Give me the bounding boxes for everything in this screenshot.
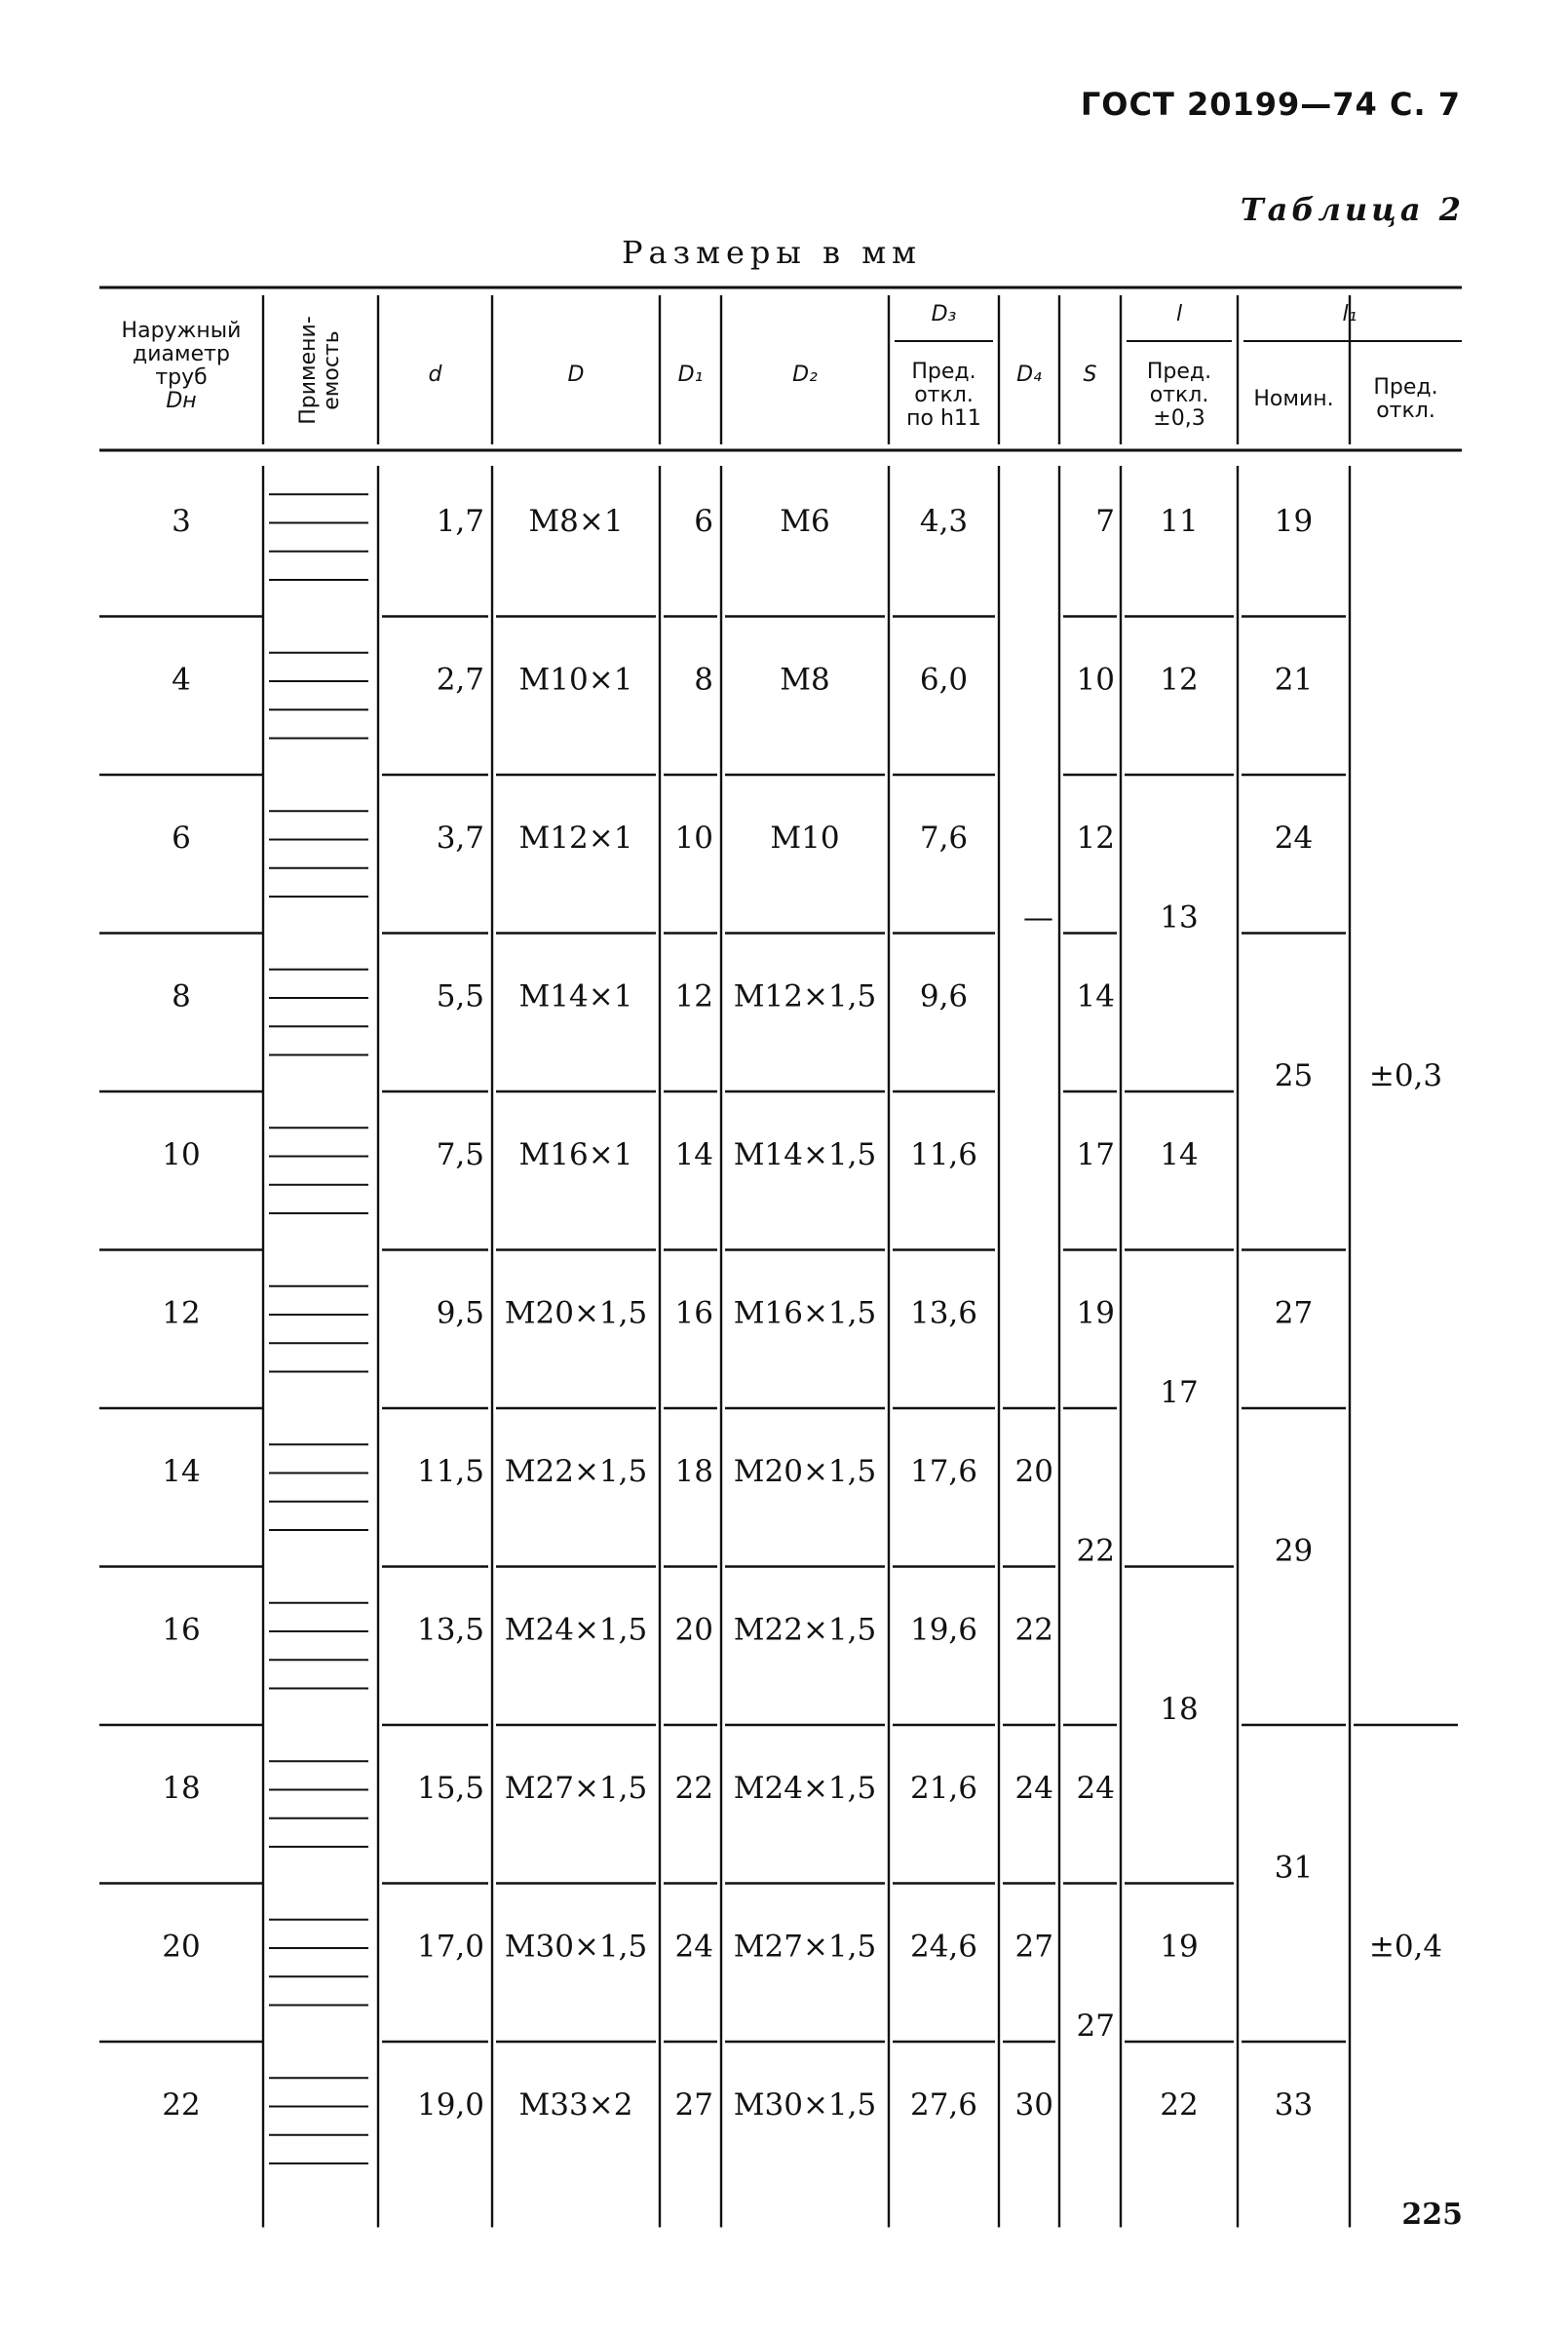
header-dn-line: Наружный bbox=[121, 319, 242, 343]
cell-l1-nom: 24 bbox=[1274, 821, 1314, 856]
cell-d: 19,0 bbox=[416, 2087, 484, 2123]
cell-s: 24 bbox=[1076, 1771, 1115, 1806]
cell-l: 11 bbox=[1160, 504, 1199, 539]
cell-d2: M10 bbox=[770, 821, 840, 856]
cell-s: 10 bbox=[1076, 662, 1115, 698]
cell-d1: 20 bbox=[674, 1612, 713, 1648]
cell-dn: 3 bbox=[172, 504, 191, 539]
cell-d3: 24,6 bbox=[909, 1929, 978, 1965]
cell-s: 14 bbox=[1076, 978, 1115, 1014]
cell-dn: 6 bbox=[172, 821, 191, 856]
cell-d1: 22 bbox=[674, 1771, 713, 1806]
cell-s: 12 bbox=[1076, 821, 1115, 856]
cell-d3: 7,6 bbox=[919, 821, 969, 856]
cell-d2: M27×1,5 bbox=[733, 1929, 877, 1965]
cell-d1: 12 bbox=[674, 978, 713, 1014]
cell-d: M22×1,5 bbox=[504, 1454, 648, 1489]
cell-l: 17 bbox=[1160, 1374, 1199, 1410]
cell-l1-nom: 33 bbox=[1274, 2087, 1314, 2123]
header-l: l bbox=[1175, 302, 1183, 326]
cell-d: 9,5 bbox=[436, 1295, 484, 1331]
cell-d4: 27 bbox=[1014, 1929, 1053, 1965]
cell-d3: 21,6 bbox=[909, 1771, 978, 1806]
header-D3-tol-line: по h11 bbox=[906, 406, 981, 431]
cell-s: 19 bbox=[1076, 1295, 1115, 1331]
cell-d3: 13,6 bbox=[909, 1295, 978, 1331]
cell-l1-tol: ±0,4 bbox=[1368, 1929, 1443, 1965]
header-applicability-line: Примени- bbox=[296, 316, 321, 425]
cell-d: M10×1 bbox=[518, 662, 633, 698]
cell-d1: 6 bbox=[694, 504, 713, 539]
header-l-tol-line: откл. bbox=[1149, 383, 1209, 407]
cell-dn: 16 bbox=[162, 1612, 201, 1648]
cell-d: M33×2 bbox=[518, 2087, 633, 2123]
cell-d: 2,7 bbox=[436, 662, 484, 698]
cell-d2: M30×1,5 bbox=[733, 2087, 877, 2123]
table-title: Таблица 2 bbox=[1240, 191, 1465, 228]
cell-l: 12 bbox=[1160, 662, 1199, 698]
cell-d3: 17,6 bbox=[909, 1454, 978, 1489]
cell-dn: 4 bbox=[172, 662, 191, 698]
cell-d1: 18 bbox=[674, 1454, 713, 1489]
cell-dn: 18 bbox=[162, 1771, 201, 1806]
cell-l: 14 bbox=[1160, 1137, 1199, 1172]
cell-s: 7 bbox=[1095, 504, 1115, 539]
cell-d1: 16 bbox=[674, 1295, 713, 1331]
table-body bbox=[162, 504, 1442, 2123]
cell-l1-nom: 21 bbox=[1274, 662, 1314, 698]
header-D2: D₂ bbox=[792, 363, 818, 387]
cell-d3: 11,6 bbox=[909, 1137, 978, 1172]
cell-dn: 20 bbox=[162, 1929, 201, 1965]
cell-d: 11,5 bbox=[416, 1454, 484, 1489]
cell-d4: — bbox=[1023, 899, 1053, 936]
cell-d4: 24 bbox=[1014, 1771, 1053, 1806]
cell-d: M14×1 bbox=[518, 978, 633, 1014]
cell-dn: 10 bbox=[162, 1137, 201, 1172]
header-S: S bbox=[1083, 363, 1097, 387]
cell-d3: 19,6 bbox=[909, 1612, 978, 1648]
cell-d: M27×1,5 bbox=[504, 1771, 648, 1806]
cell-d1: 27 bbox=[674, 2087, 713, 2123]
cell-d: 7,5 bbox=[436, 1137, 484, 1172]
cell-d2: M20×1,5 bbox=[733, 1454, 877, 1489]
cell-l1-nom: 25 bbox=[1274, 1057, 1314, 1093]
cell-d: 15,5 bbox=[416, 1771, 484, 1806]
table-header bbox=[122, 302, 1438, 431]
cell-d2: M6 bbox=[780, 504, 830, 539]
cell-d4: 20 bbox=[1014, 1454, 1053, 1489]
standard-reference: ГОСТ 20199—74 С. 7 bbox=[1080, 86, 1461, 123]
units-caption: Размеры в мм bbox=[622, 234, 922, 271]
cell-d1: 10 bbox=[674, 821, 713, 856]
cell-d: M16×1 bbox=[518, 1137, 633, 1172]
header-dn-line: Dн bbox=[166, 389, 197, 413]
page-number: 225 bbox=[1401, 2198, 1463, 2232]
header-D: D bbox=[567, 363, 585, 387]
header-D3: D₃ bbox=[931, 302, 957, 326]
cell-d3: 6,0 bbox=[919, 662, 969, 698]
cell-d2: M12×1,5 bbox=[733, 978, 877, 1014]
cell-dn: 22 bbox=[162, 2087, 201, 2123]
header-l1-tol-line: Пред. bbox=[1373, 375, 1438, 400]
cell-l1-nom: 27 bbox=[1274, 1295, 1314, 1331]
header-applicability-line: емость bbox=[320, 330, 344, 410]
cell-s: 22 bbox=[1076, 1533, 1115, 1569]
cell-l1-nom: 31 bbox=[1274, 1850, 1314, 1886]
cell-l1-nom: 19 bbox=[1274, 504, 1314, 539]
header-dn-line: труб bbox=[155, 365, 208, 390]
cell-l: 19 bbox=[1160, 1929, 1199, 1965]
cell-d: 1,7 bbox=[436, 504, 484, 539]
cell-d: M30×1,5 bbox=[504, 1929, 648, 1965]
header-D4: D₄ bbox=[1016, 363, 1042, 387]
cell-d: 5,5 bbox=[436, 978, 484, 1014]
cell-d: M20×1,5 bbox=[504, 1295, 648, 1331]
cell-l: 13 bbox=[1160, 899, 1199, 936]
cell-d: 13,5 bbox=[416, 1612, 484, 1648]
cell-d3: 27,6 bbox=[909, 2087, 978, 2123]
cell-dn: 8 bbox=[172, 978, 191, 1014]
cell-d: M12×1 bbox=[518, 821, 633, 856]
header-dn-line: диаметр bbox=[133, 342, 230, 366]
cell-d2: M22×1,5 bbox=[733, 1612, 877, 1648]
cell-dn: 14 bbox=[162, 1454, 201, 1489]
cell-d2: M8 bbox=[780, 662, 830, 698]
header-l1-nom: Номин. bbox=[1253, 387, 1334, 411]
cell-d: 17,0 bbox=[416, 1929, 484, 1965]
cell-d4: 22 bbox=[1014, 1612, 1053, 1648]
cell-d2: M16×1,5 bbox=[733, 1295, 877, 1331]
cell-d1: 24 bbox=[674, 1929, 713, 1965]
header-l1-tol-line: откл. bbox=[1376, 399, 1435, 423]
cell-d2: M14×1,5 bbox=[733, 1137, 877, 1172]
cell-d1: 8 bbox=[694, 662, 713, 698]
cell-d2: M24×1,5 bbox=[733, 1771, 877, 1806]
header-D1: D₁ bbox=[677, 363, 704, 387]
header-l1: l₁ bbox=[1342, 302, 1358, 326]
header-d: d bbox=[428, 363, 442, 387]
cell-l: 22 bbox=[1160, 2087, 1199, 2123]
cell-d4: 30 bbox=[1014, 2087, 1053, 2123]
cell-l: 18 bbox=[1160, 1691, 1199, 1727]
cell-d: 3,7 bbox=[436, 821, 484, 856]
header-l-tol-line: ±0,3 bbox=[1153, 406, 1205, 431]
cell-d: M8×1 bbox=[528, 504, 624, 539]
cell-s: 17 bbox=[1076, 1137, 1115, 1172]
cell-d3: 4,3 bbox=[919, 504, 969, 539]
cell-l1-nom: 29 bbox=[1274, 1533, 1314, 1569]
cell-l1-tol: ±0,3 bbox=[1368, 1057, 1443, 1093]
header-l-tol-line: Пред. bbox=[1146, 360, 1212, 384]
cell-s: 27 bbox=[1076, 2008, 1115, 2044]
cell-dn: 12 bbox=[162, 1295, 201, 1331]
header-applicability bbox=[296, 316, 344, 425]
header-D3-tol-line: откл. bbox=[914, 383, 974, 407]
cell-d: M24×1,5 bbox=[504, 1612, 648, 1648]
cell-d1: 14 bbox=[674, 1137, 713, 1172]
header-D3-tol-line: Пред. bbox=[911, 360, 976, 384]
cell-d3: 9,6 bbox=[919, 978, 969, 1014]
